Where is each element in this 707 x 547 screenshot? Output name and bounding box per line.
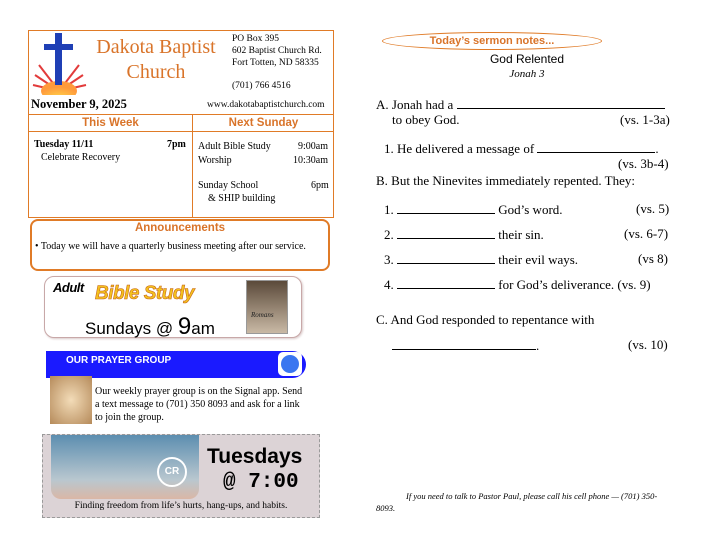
this-week-event: Celebrate Recovery <box>41 152 121 163</box>
point-c-ref: (vs. 10) <box>628 337 668 352</box>
cr-time: @ 7:00 <box>223 471 299 494</box>
pastor-contact-footer: If you need to talk to Pastor Paul, please call his cell phone — (701) 350-8093. <box>376 491 658 513</box>
fill-blank[interactable] <box>397 276 495 289</box>
schedule-divider <box>192 115 193 218</box>
point-b-item <box>384 276 651 293</box>
this-week-time: 7pm <box>167 139 186 150</box>
schedule-box <box>28 114 334 218</box>
prayer-group-banner <box>46 351 306 378</box>
romans-book-title: Romans <box>251 311 274 319</box>
point-b-item <box>384 251 578 268</box>
prayer-group-heading: OUR PRAYER GROUP <box>66 355 172 366</box>
fill-blank[interactable] <box>392 337 536 350</box>
item-number: 2. <box>384 227 394 242</box>
address-line: PO Box 395 <box>232 34 279 44</box>
next-sunday-heading: Next Sunday <box>193 115 334 132</box>
fill-blank[interactable] <box>537 140 655 153</box>
bullet-icon: • <box>35 241 39 252</box>
address-line: Fort Totten, ND 58335 <box>232 58 319 68</box>
praying-hands-icon <box>50 376 92 424</box>
ship-building: & SHIP building <box>208 193 276 204</box>
point-b-ref: (vs. 5) <box>636 201 670 216</box>
item-text: their sin. <box>498 227 544 242</box>
point-a-label: A. Jonah had a <box>376 97 454 112</box>
sermon-title: God Relented <box>489 52 565 66</box>
announcements-box <box>30 219 330 271</box>
bible-study-title: Bible Study <box>95 283 195 304</box>
signal-app-icon <box>278 352 302 376</box>
bible-study-sundays <box>85 313 215 341</box>
point-a1-ref: (vs. 3b-4) <box>618 156 669 171</box>
sunday-item-time: 10:30am <box>293 155 328 166</box>
address-line: 602 Baptist Church Rd. <box>232 46 322 56</box>
item-number: 1. <box>384 202 394 217</box>
item-text: God’s word. <box>498 202 563 217</box>
church-phone: (701) 766 4516 <box>232 81 291 91</box>
announcement-item <box>35 240 320 253</box>
announcements-heading: Announcements <box>134 222 226 234</box>
point-a <box>376 96 665 113</box>
sermon-notes-heading: Today’s sermon notes... <box>429 35 555 47</box>
fill-blank[interactable] <box>457 96 665 109</box>
announcement-text: Today we will have a quarterly business meeting after our service. <box>40 241 306 252</box>
bible-study-adult: Adult <box>53 280 84 295</box>
bulletin-date: November 9, 2025 <box>31 97 127 111</box>
item-text: their evil ways. <box>498 252 579 267</box>
sundays-at: Sundays @ <box>85 319 174 338</box>
fill-blank[interactable] <box>397 251 495 264</box>
point-b-ref: (vs. 9) <box>617 277 651 292</box>
point-a1: 1. He delivered a message of . <box>384 141 659 156</box>
point-b-item <box>384 201 563 218</box>
point-b: B. But the Ninevites immediately repented. They: <box>376 173 635 188</box>
church-website[interactable]: www.dakotabaptistchurch.com <box>207 100 325 110</box>
church-logo-icon <box>31 31 89 95</box>
am: am <box>191 319 215 338</box>
point-a-ref: (vs. 1-3a) <box>620 112 670 127</box>
sunday-item-time: 9:00am <box>298 141 328 152</box>
point-a1-label: 1. He delivered a message of <box>384 141 535 156</box>
sunday-item-name: Adult Bible Study <box>198 141 271 152</box>
church-name: Dakota Baptist Church <box>96 36 216 83</box>
bulletin-header <box>28 30 334 114</box>
cr-day: Tuesdays <box>207 445 303 468</box>
sunday-item-name: Worship <box>198 155 232 166</box>
point-c-blank: . <box>392 337 539 354</box>
cr-tagline: Finding freedom from life’s hurts, hang-ups, and habits. <box>74 501 288 511</box>
romans-book-image <box>246 280 288 334</box>
item-text: for God’s deliverance. <box>498 277 615 292</box>
bible-study-ad <box>44 276 302 338</box>
church-address <box>232 33 322 69</box>
item-number: 3. <box>384 252 394 267</box>
item-number: 4. <box>384 277 394 292</box>
point-b-item <box>384 226 544 243</box>
point-b-ref: (vs. 6-7) <box>624 226 669 241</box>
nine: 9 <box>177 313 192 340</box>
this-week-heading: This Week <box>29 115 192 132</box>
cr-logo-icon: CR <box>157 457 187 487</box>
sermon-passage: Jonah 3 <box>509 68 545 80</box>
fill-blank[interactable] <box>397 201 495 214</box>
sunday-item-name: Sunday School <box>198 180 259 191</box>
celebrate-recovery-ad <box>42 434 320 518</box>
fill-blank[interactable] <box>397 226 495 239</box>
point-c: C. And God responded to repentance with <box>376 312 595 327</box>
prayer-group-text: Our weekly prayer group is on the Signal app. Send a text message to (701) 350 8093 and ask for a link to join the group. <box>95 386 303 423</box>
point-a-cont: to obey God. <box>392 112 460 127</box>
this-week-day: Tuesday 11/11 <box>34 139 94 150</box>
sermon-notes-banner <box>382 32 602 50</box>
sunday-item-time: 6pm <box>311 180 329 191</box>
point-b-ref: (vs 8) <box>638 251 668 266</box>
